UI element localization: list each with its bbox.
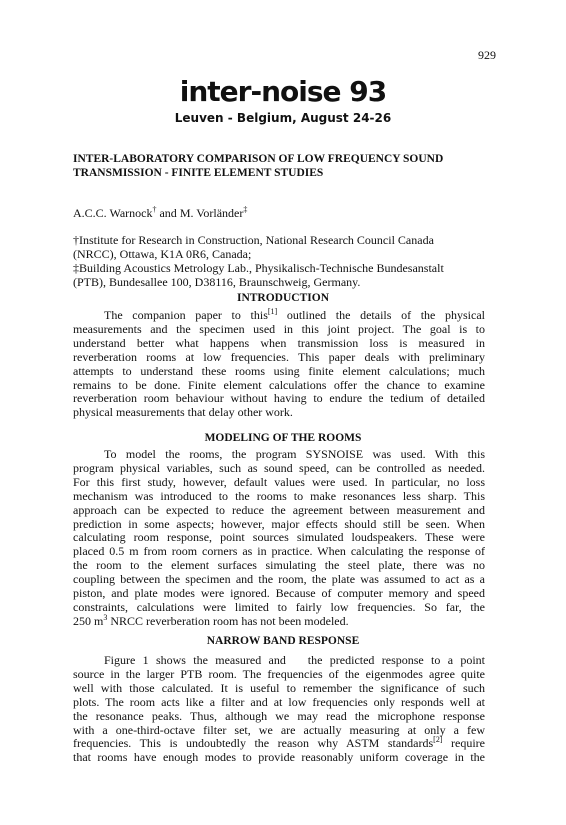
- paper-title-line: TRANSMISSION - FINITE ELEMENT STUDIES: [73, 167, 324, 179]
- author-name: A.C.C. Warnock: [73, 206, 153, 220]
- affiliation-line: †Institute for Research in Construction, National Research Council Canada: [73, 233, 434, 247]
- text-line: reverberation room behaviour without having to endure the tedium of detailed: [73, 391, 485, 406]
- text-line: the room to the element surfaces simulating the steel plate, there was no: [73, 558, 485, 573]
- affiliation-mark: ‡: [243, 205, 248, 214]
- author-name: M. Vorländer: [179, 206, 244, 220]
- section-heading-modeling: MODELING OF THE ROOMS: [204, 432, 362, 444]
- section-heading-narrow-band: NARROW BAND RESPONSE: [206, 635, 360, 647]
- citation-ref: [2]: [433, 735, 443, 745]
- paper-title: [73, 152, 493, 180]
- superscript: 3: [103, 612, 108, 622]
- narrow-band-paragraph: [73, 654, 485, 765]
- text-line: prediction in some aspects; however, major effects should still be seen. When: [73, 516, 485, 531]
- conference-subtitle: Leuven - Belgium, August 24-26: [174, 111, 392, 125]
- text-line: with a one-third-octave filter set, we are actually measuring at only a few: [73, 722, 485, 737]
- author-list: [73, 206, 493, 220]
- text-line: The companion paper to this[1] outlined the details of the physical: [104, 307, 485, 322]
- text-line: constraints, calculations were limited to fairly low frequencies. So far, the: [73, 599, 485, 614]
- text-line: Figure 1 shows the measured and the predicted response to a point: [104, 653, 485, 667]
- paper-title-line: INTER-LABORATORY COMPARISON OF LOW FREQUENCY SOUND: [73, 153, 444, 165]
- text-line: frequencies. This is undoubtedly the reason why ASTM standards[2] require: [73, 735, 485, 751]
- text-line: plots. The room acts like a filter and at low frequencies only responds well at: [73, 694, 485, 709]
- affiliation-mark: †: [152, 205, 157, 214]
- introduction-paragraph: [73, 309, 485, 420]
- text-line: physical measurements that delay other work.: [73, 405, 293, 420]
- citation-ref: [1]: [267, 307, 278, 316]
- affiliation-line: (PTB), Bundesallee 100, D38116, Braunschweig, Germany.: [73, 275, 361, 289]
- text-line: attempts to understand these rooms using finite element calculations; much: [73, 363, 485, 378]
- text-line: calculating room response, point sources simulated loudspeakers. These were: [73, 530, 485, 545]
- author-separator: and: [156, 206, 180, 220]
- conference-title: inter-noise 93: [179, 75, 387, 108]
- page-number: 929: [478, 48, 496, 62]
- text-line: 250 $m^3$ NRCC reverberation room has not been modeled.: [73, 612, 349, 628]
- text-line: the resonance peaks. Thus, although we may read the microphone response: [73, 708, 485, 723]
- text-line: To model the rooms, the program SYSNOISE was used. With this: [104, 447, 485, 461]
- text-line: program physical variables, such as sound speed, can be controlled as needed.: [73, 460, 485, 475]
- text-line: source in the larger PTB room. The frequencies of the eigenmodes agree quite: [73, 666, 485, 681]
- text-line: placed 0.5 m from room corners as in practice. When calculating the response of: [73, 544, 485, 559]
- text-line: piston, and plate modes were ignored. Because of computer memory and speed: [73, 586, 485, 601]
- text-line: measurements and the specimen used in this joint project. The goal is to: [73, 321, 485, 336]
- text-line: that rooms have enough modes to provide reasonably uniform coverage in the: [73, 750, 485, 765]
- section-heading-introduction: INTRODUCTION: [236, 292, 329, 304]
- text-line: remains to be done. Finite element calculations offer the chance to examine: [73, 377, 485, 392]
- text-line: reverberation rooms at low frequencies. This paper deals with preliminary: [73, 349, 485, 364]
- text-line: For this first study, however, default values were used. In particular, no loss: [73, 474, 485, 489]
- text-line: well with those calculated. It is useful to remember the significance of such: [73, 680, 485, 695]
- affiliation-line: (NRCC), Ottawa, K1A 0R6, Canada;: [73, 247, 252, 261]
- text-line: coupling between the specimen and the room, the plate was assumed to act as a: [73, 572, 485, 587]
- affiliation-line: ‡Building Acoustics Metrology Lab., Physikalisch-Technische Bundesanstalt: [73, 261, 444, 275]
- text-line: mechanism was introduced to the rooms to make resonances less sharp. This: [73, 488, 485, 503]
- text-line: approach can be expected to reduce the agreement between measurement and: [73, 502, 485, 517]
- modeling-paragraph: [73, 448, 485, 629]
- text-line: understand better what happens when transmission loss is measured in: [73, 335, 485, 350]
